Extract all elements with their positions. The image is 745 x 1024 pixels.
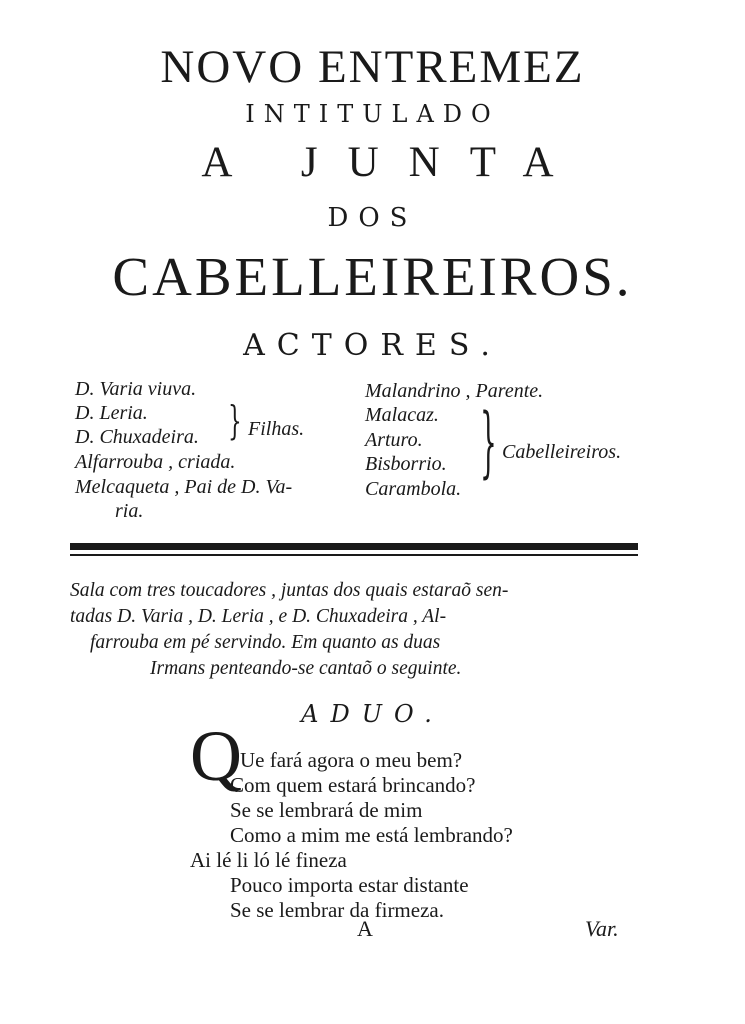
cast-left-item: D. Leria. [75,402,148,424]
verse-line: Ai lé li ló lé fineza [190,848,347,872]
verse-line: Se se lembrará de mim [230,798,423,822]
cast-left-item: Alfarrouba , criada. [75,451,236,473]
drop-cap: Q [190,716,242,796]
cast-heading: ACTORES. [243,328,502,363]
cast-left-item: D. Varia viuva. [75,378,197,400]
stage-direction-line: Sala com tres toucadores , juntas dos quais estaraõ sen- [70,580,509,601]
signature-mark: A [357,916,373,941]
catchword: Var. [585,916,619,941]
cast-right-item: Malandrino , Parente. [365,380,544,402]
cast-right-item: Malacaz. [365,404,439,426]
stage-direction-line: Irmans penteando-se cantaõ o seguinte. [150,658,462,679]
brace-icon: } [228,398,242,444]
cast-left-item: ria. [115,500,144,522]
filhas-label: Filhas. [248,418,305,440]
title-line-3: A JUNTA [201,139,584,186]
cast-right-item: Arturo. [365,429,423,451]
cast-left-item: Melcaqueta , Pai de D. Va- [75,476,293,498]
title-line-5: CABELLEIREIROS. [112,246,633,307]
divider-rule [70,554,638,556]
aria-heading: ADUO. [301,700,444,728]
brace-icon: } [480,397,497,488]
cabelleireiros-label: Cabelleireiros. [502,441,622,463]
divider-rule [70,543,638,550]
cast-right-item: Carambola. [365,478,462,500]
verse-line: Como a mim me está lembrando? [230,823,513,847]
title-line-1: NOVO ENTREMEZ [160,41,585,93]
verse-line: Se se lembrar da firmeza. [230,898,444,922]
stage-direction-line: tadas D. Varia , D. Leria , e D. Chuxadeira , Al- [70,606,447,627]
cast-right-item: Bisborrio. [365,453,447,475]
stage-direction-line: farrouba em pé servindo. Em quanto as duas [90,632,441,653]
cast-left-item: D. Chuxadeira. [75,426,199,448]
verse-line: Pouco importa estar distante [230,873,469,897]
title-line-2: INTITULADO [245,100,500,128]
verse-line: Com quem estará brincando? [230,773,476,797]
title-line-4: DOS [327,203,418,233]
verse-line: Ue fará agora o meu bem? [240,748,463,772]
